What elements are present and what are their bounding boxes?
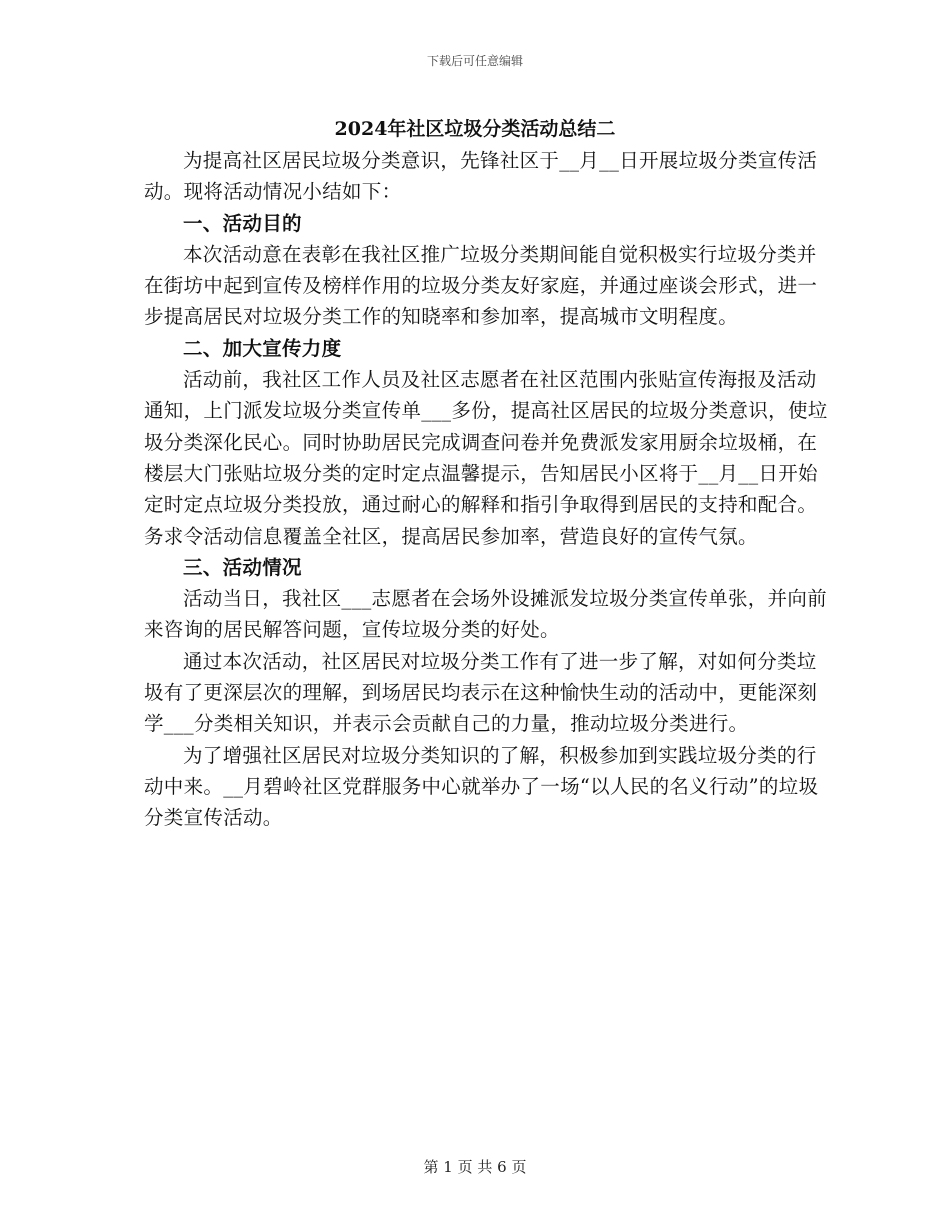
publicity-paragraph: 活动前，我社区工作人员及社区志愿者在社区范围内张贴宣传海报及活动通知，上门派发垃圾分类宣传单___多份，提高社区居民的垃圾分类意识，使垃圾分类深化民心。同时协助居民完成调查问卷并免费派发家用厨余垃圾桶，在楼层大门张贴垃圾分类的定时定点温馨提示，告知居民小区将于__月__日开始定时定点垃圾分类投放，通过耐心的解释和指引争取得到居民的支持和配合。务求令活动信息覆盖全社区，提高居民参加率，营造良好的宣传气氛。 <box>144 368 828 548</box>
section-heading-purpose: 一、活动目的 <box>183 211 302 235</box>
section-heading-activity: 三、活动情况 <box>183 555 302 579</box>
activity-paragraph-2: 通过本次活动，社区居民对垃圾分类工作有了进一步了解，对如何分类垃圾有了更深层次的理解，到场居民均表示在这种愉快生动的活动中，更能深刻学___分类相关知识，并表示会贡献自己的力量，推动垃圾分类进行。 <box>144 649 818 736</box>
document-title: 2024年社区垃圾分类活动总结二 <box>334 118 616 140</box>
document-body <box>144 145 829 834</box>
activity-paragraph-1: 活动当日，我社区___志愿者在会场外设摊派发垃圾分类宣传单张，并向前来咨询的居民解答问题，宣传垃圾分类的好处。 <box>144 587 827 642</box>
page-number: 第 1 页 共 6 页 <box>423 1158 527 1176</box>
intro-paragraph: 为提高社区居民垃圾分类意识，先锋社区于__月__日开展垃圾分类宣传活动。现将活动情况小结如下： <box>144 149 818 204</box>
section-heading-publicity: 二、加大宣传力度 <box>183 336 342 360</box>
page-header-note: 下载后可任意编辑 <box>426 54 523 68</box>
purpose-paragraph: 本次活动意在表彰在我社区推广垃圾分类期间能自觉积极实行垃圾分类并在街坊中起到宣传及榜样作用的垃圾分类友好家庭，并通过座谈会形式，进一步提高居民对垃圾分类工作的知晓率和参加率，提高城市文明程度。 <box>144 242 818 329</box>
activity-paragraph-3: 为了增强社区居民对垃圾分类知识的了解，积极参加到实践垃圾分类的行动中来。__月碧岭社区党群服务中心就举办了一场“以人民的名义行动”的垃圾分类宣传活动。 <box>144 743 819 830</box>
